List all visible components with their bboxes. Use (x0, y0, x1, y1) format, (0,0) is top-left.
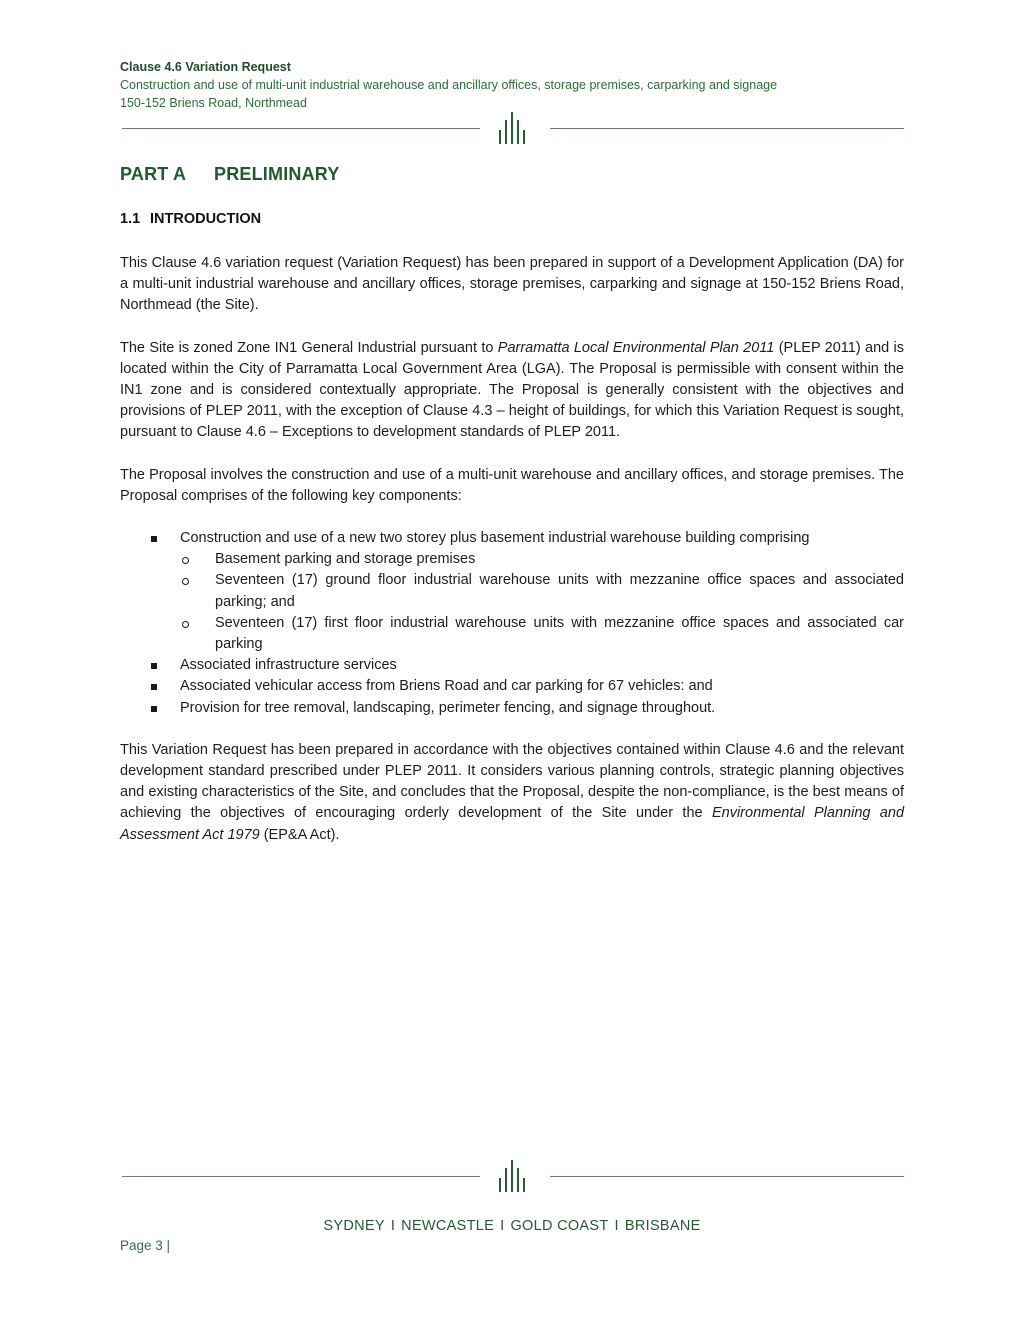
office-city: BRISBANE (624, 1218, 701, 1234)
part-title: PRELIMINARY (214, 164, 340, 184)
divider-line-left (122, 128, 480, 129)
page-number: Page 3 | (120, 1238, 171, 1253)
footer-divider (120, 1160, 904, 1194)
header-subtitle: Construction and use of multi-unit industrial warehouse and ancillary offices, storage premises, carparking and signage (120, 78, 778, 92)
sub-list-item: Basement parking and storage premises (120, 549, 904, 570)
header-address: 150-152 Briens Road, Northmead (120, 96, 307, 110)
office-city: NEWCASTLE (401, 1218, 495, 1234)
body-text (120, 253, 904, 867)
paragraph-2: The Site is zoned Zone IN1 General Industrial pursuant to Parramatta Local Environmental Plan 2011 (PLEP 2011) and is located within the City of Parramatta Local Government Area (LGA). The Proposal is permissible with consent within the IN1 zone and is considered contextually appropriate. The Proposal is generally consistent with the objectives and provisions of PLEP 2011, with the exception of Clause 4.3 – height of buildings, for which this Variation Request is sought, pursuant to Clause 4.6 – Exceptions to development standards of PLEP 2011. (120, 339, 905, 441)
sub-list-item: Seventeen (17) first floor industrial warehouse units with mezzanine office spaces and associated car parking (120, 613, 904, 655)
list-item: Associated vehicular access from Briens Road and car parking for 67 vehicles: and (120, 676, 904, 697)
list-item: Construction and use of a new two storey plus basement industrial warehouse building comprising (120, 528, 904, 549)
running-header (120, 58, 904, 112)
part-heading (120, 164, 340, 185)
components-list (120, 528, 904, 719)
footer-offices: SYDNEY I NEWCASTLE I GOLD COAST I BRISBANE (323, 1218, 701, 1234)
paragraph-1: This Clause 4.6 variation request (Variation Request) has been prepared in support of a Development Application (DA) for a multi-unit industrial warehouse and ancillary offices, storage premises, carparking and signage at 150-152 Briens Road, Northmead (the Site). (120, 255, 904, 314)
paragraph-4: This Variation Request has been prepared in accordance with the objectives contained within Clause 4.6 and the relevant development standard prescribed under PLEP 2011. It considers various planning controls, strategic planning objectives and existing characteristics of the Site, and concludes that the Proposal, despite the non-compliance, is the best means of achieving the objectives of encouraging orderly development of the Site under the Environmental Planning and Assessment Act 1979 (EP&A Act). (120, 741, 905, 843)
header-divider (120, 112, 904, 146)
divider-line-left (122, 1176, 480, 1177)
divider-line-right (550, 128, 904, 129)
header-title: Clause 4.6 Variation Request (120, 60, 291, 74)
list-item: Provision for tree removal, landscaping, perimeter fencing, and signage throughout. (120, 698, 904, 719)
list-item: Associated infrastructure services (120, 655, 904, 676)
paragraph-3: The Proposal involves the construction and use of a multi-unit warehouse and ancillary offices, and storage premises. The Proposal comprises of the following key components: (120, 466, 904, 504)
section-title: INTRODUCTION (150, 211, 262, 227)
section-number: 1.1 (120, 211, 141, 227)
office-city: GOLD COAST (510, 1218, 609, 1234)
brand-bars-icon (499, 1160, 525, 1194)
brand-bars-icon (499, 112, 525, 146)
sub-list-item: Seventeen (17) ground floor industrial warehouse units with mezzanine office spaces and associated parking; and (120, 570, 904, 612)
divider-line-right (550, 1176, 904, 1177)
section-heading (120, 211, 261, 227)
office-city: SYDNEY (323, 1218, 385, 1234)
part-number: PART A (120, 164, 187, 184)
